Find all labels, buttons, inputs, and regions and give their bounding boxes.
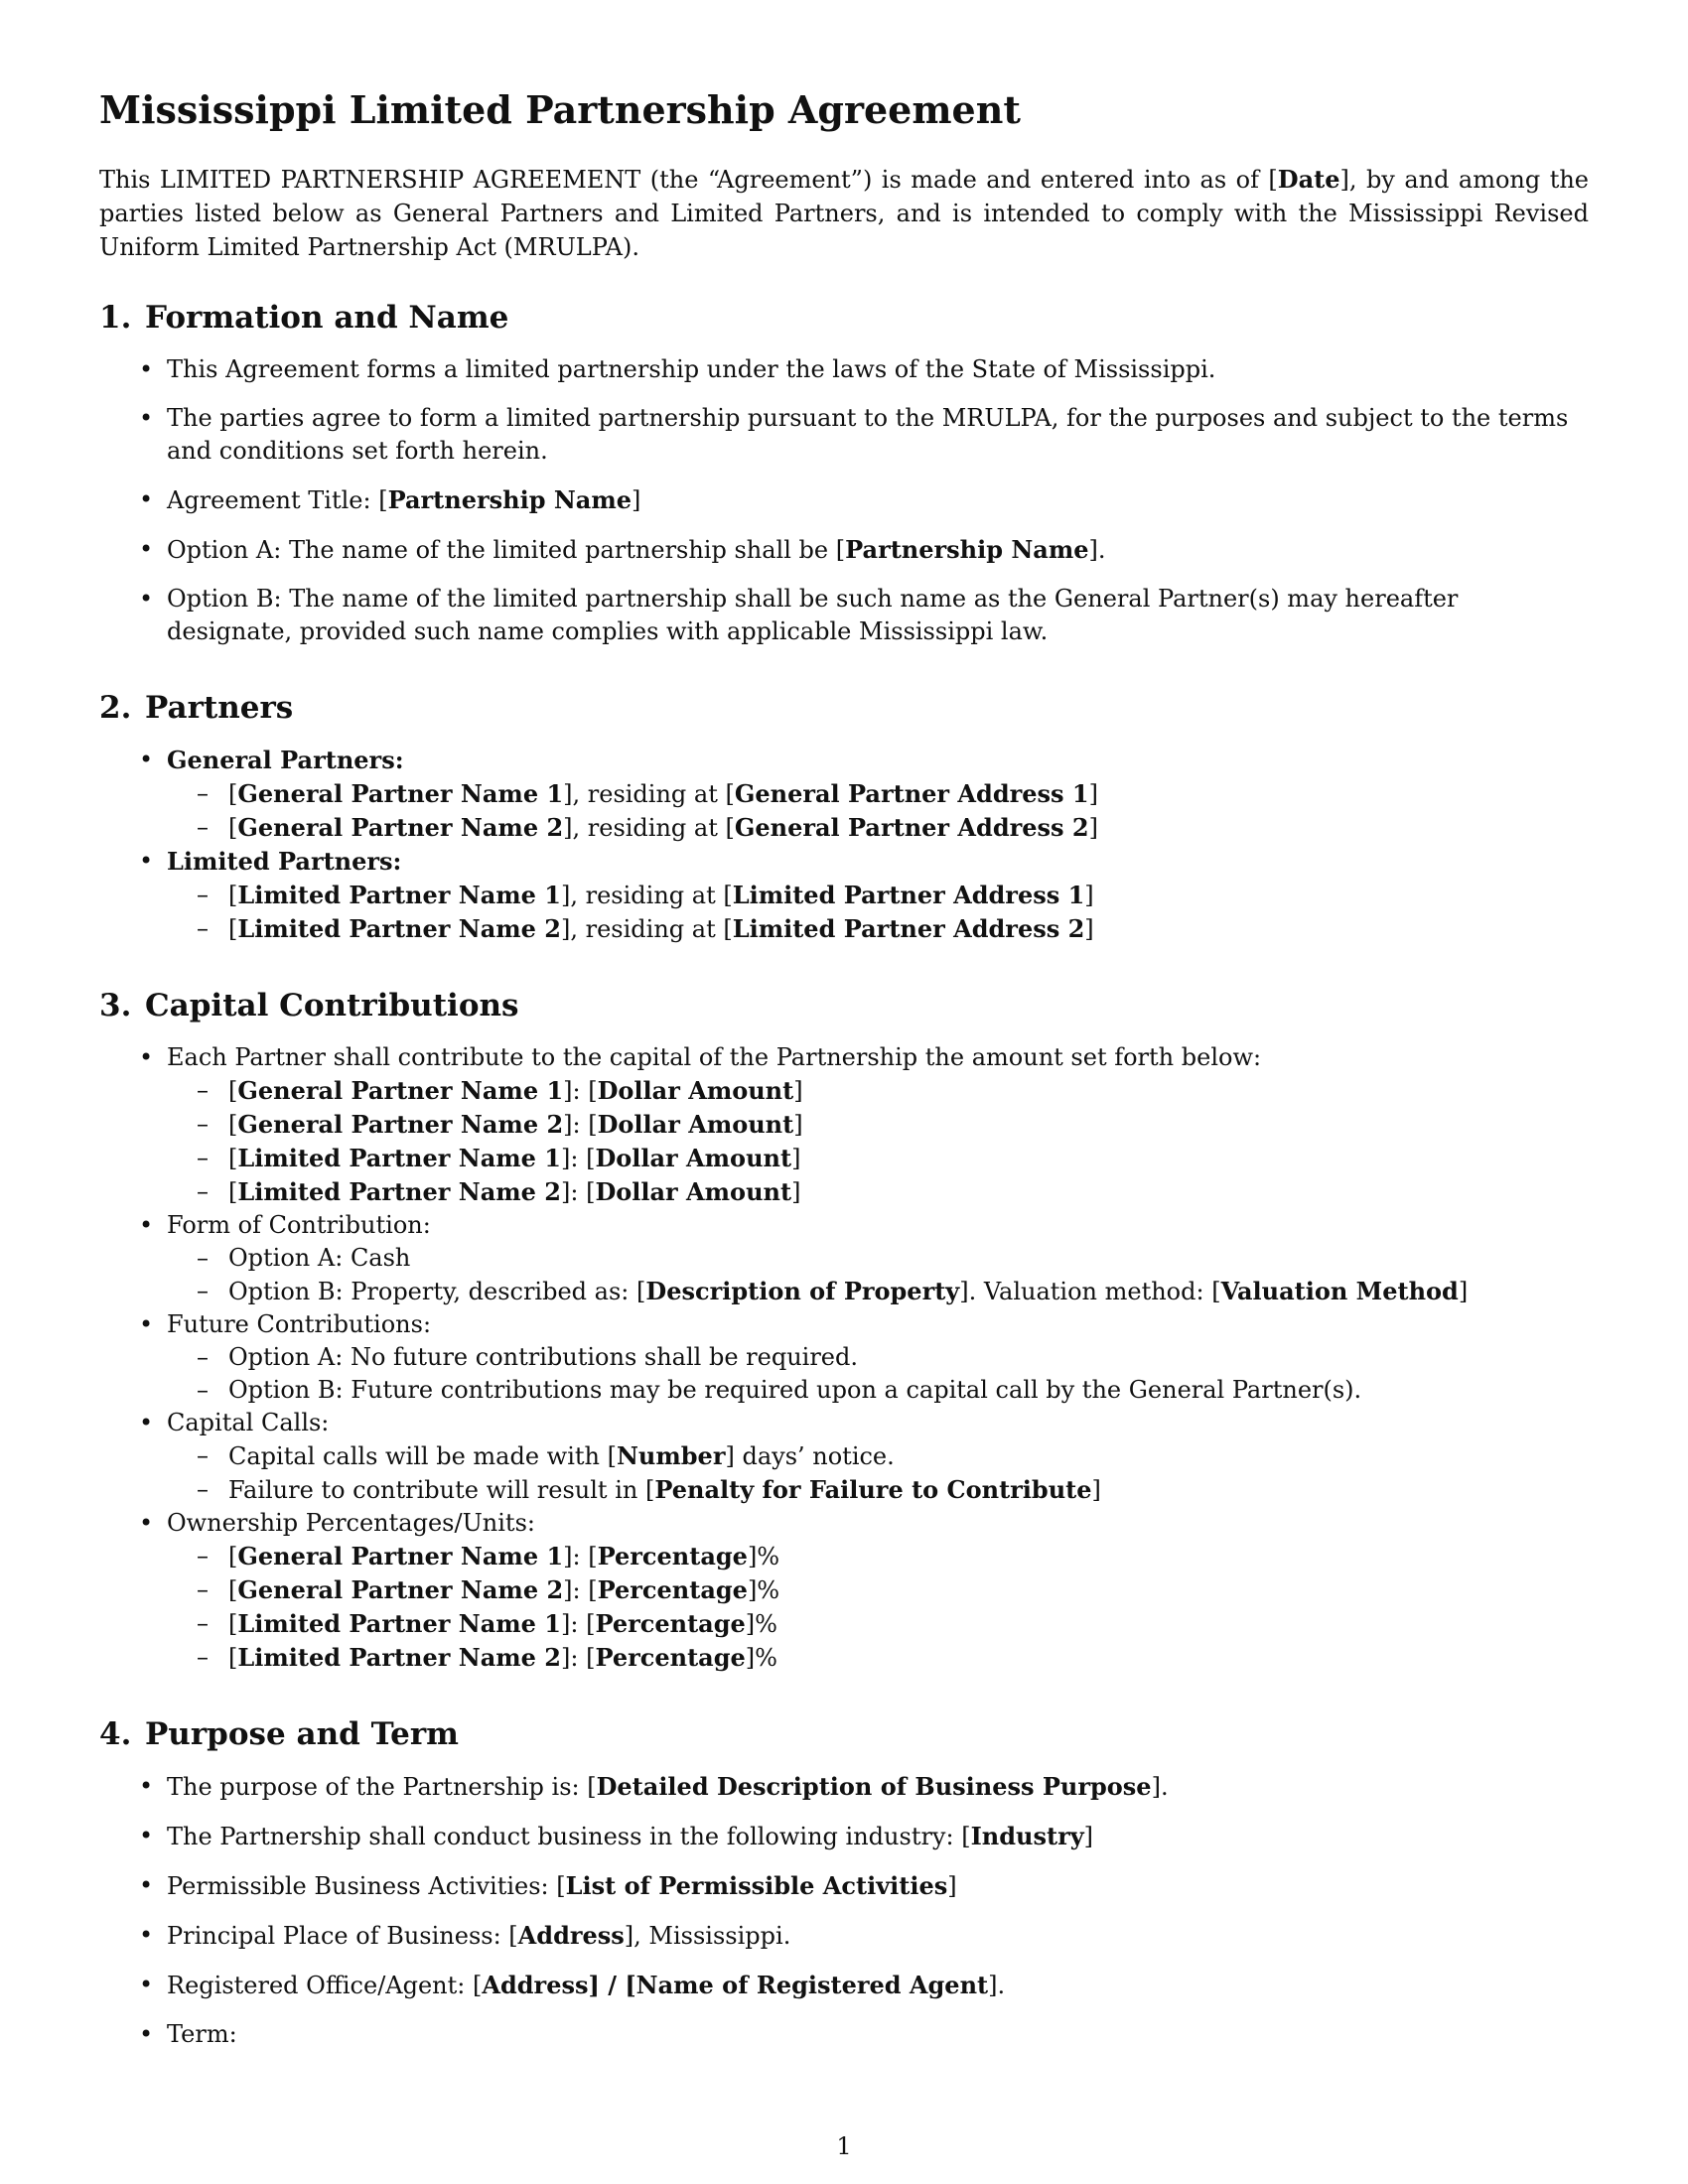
section-title: Partners <box>145 690 294 726</box>
list-item: • The purpose of the Partnership is: [Detailed Description of Business Purpose]. <box>167 1770 1589 1804</box>
list-item <box>167 744 1589 845</box>
sub-list-item: – Option A: No future contributions shall be required. <box>228 1341 1589 1374</box>
sub-list-item: – [Limited Partner Name 1]: [Percentage]% <box>228 1607 1589 1641</box>
section-heading <box>99 986 1589 1025</box>
page-number: 1 <box>836 2132 852 2160</box>
section-title: Formation and Name <box>145 300 509 336</box>
sub-list-item: – [General Partner Name 1]: [Percentage]% <box>228 1540 1589 1573</box>
sub-list-item: – [General Partner Name 1]: [Dollar Amount] <box>228 1074 1589 1108</box>
section-formation <box>99 298 1589 648</box>
list-item: • Principal Place of Business: [Address], Mississippi. <box>167 1919 1589 1953</box>
list-item: • Form of Contribution: – Option A: Cash – Option B: Property, described as: [Description of Property]. Valuation method: [Valuation Method] <box>167 1209 1589 1308</box>
section-number: 2. <box>99 690 132 726</box>
sub-list-item: – [Limited Partner Name 2]: [Percentage]% <box>228 1641 1589 1675</box>
sub-list <box>167 1540 1589 1675</box>
sub-list <box>167 1341 1589 1407</box>
sub-list-item: – Failure to contribute will result in [Penalty for Failure to Contribute] <box>228 1473 1589 1507</box>
list-item <box>167 845 1589 946</box>
partnership-name-placeholder: Partnership Name <box>845 535 1089 564</box>
partnership-name-placeholder: Partnership Name <box>387 485 632 514</box>
date-placeholder: Date <box>1277 165 1340 194</box>
document-page <box>99 87 1589 2091</box>
sub-list <box>167 879 1589 946</box>
sub-list <box>167 777 1589 845</box>
sub-list-item: – [Limited Partner Name 2], residing at [Limited Partner Address 2] <box>228 912 1589 946</box>
list-item: • Term: <box>167 2018 1589 2051</box>
sub-list <box>167 1439 1589 1507</box>
sub-list-item: – [General Partner Name 1], residing at [General Partner Address 1] <box>228 777 1589 811</box>
sub-list-item: – Option B: Future contributions may be required upon a capital call by the General Partner(s). <box>228 1374 1589 1407</box>
list-item: • Future Contributions: – Option A: No future contributions shall be required. – Option B: Future contributions may be required upon a capital call by the General Partner(s). <box>167 1308 1589 1407</box>
list-item: • The parties agree to form a limited partnership pursuant to the MRULPA, for the purposes and subject to the terms and conditions set forth herein. <box>167 402 1589 468</box>
sub-list-item: – [Limited Partner Name 1]: [Dollar Amount] <box>228 1142 1589 1175</box>
section-title: Capital Contributions <box>145 988 519 1024</box>
section-partners <box>99 688 1589 946</box>
sub-list-item: – Option A: Cash <box>228 1242 1589 1275</box>
list-item: • Ownership Percentages/Units: – [General Partner Name 1]: [Percentage]% – [General Partner Name 2]: [Percentage]% – [Limited Partner Name 1]: [Percentage]% – [Limited Partner Name 2]: [Percentage]% <box>167 1507 1589 1675</box>
section-heading <box>99 1714 1589 1754</box>
section-heading <box>99 298 1589 338</box>
list-item: • Permissible Business Activities: [List of Permissible Activities] <box>167 1869 1589 1903</box>
document-title: Mississippi Limited Partnership Agreement <box>99 87 1021 132</box>
section-number: 1. <box>99 300 132 336</box>
section-capital-contributions <box>99 986 1589 1675</box>
list-item: • Option A: The name of the limited partnership shall be [Partnership Name]. <box>167 533 1589 567</box>
general-partners-label: General Partners: <box>167 746 404 774</box>
sub-list-item: – [General Partner Name 2]: [Dollar Amount] <box>228 1108 1589 1142</box>
list-item: • Each Partner shall contribute to the capital of the Partnership the amount set forth below: – [General Partner Name 1]: [Dollar Amount] – [General Partner Name 2]: [Dollar Amount] – [Limited Partner Name 1]: [Dollar Amount] – [Limited Partner Name 2]: [Dollar Amount] <box>167 1041 1589 1209</box>
list-item: • This Agreement forms a limited partnership under the laws of the State of Mississippi. <box>167 353 1589 386</box>
limited-partners-label: Limited Partners: <box>167 847 402 876</box>
list-item: • Option B: The name of the limited partnership shall be such name as the General Partner(s) may hereafter designate, provided such name complies with applicable Mississippi law. <box>167 583 1589 648</box>
sub-list-item: – Option B: Property, described as: [Description of Property]. Valuation method: [Valuation Method] <box>228 1275 1589 1308</box>
section-number: 4. <box>99 1716 132 1752</box>
list-item: • Capital Calls: – Capital calls will be made with [Number] days’ notice. – Failure to contribute will result in [Penalty for Failure to Contribute] <box>167 1407 1589 1507</box>
section-number: 3. <box>99 988 132 1024</box>
intro-paragraph <box>99 163 1589 264</box>
bullet-list <box>99 744 1589 946</box>
sub-list-item: – [General Partner Name 2], residing at [General Partner Address 2] <box>228 811 1589 845</box>
sub-list-item: – [Limited Partner Name 2]: [Dollar Amount] <box>228 1175 1589 1209</box>
intro-text-2: ], by and among the parties listed below as General Partners and Limited Partners, and is intended to comply with the Mississippi Revised Uniform Limited Partnership Act (MRULPA). <box>99 166 1589 261</box>
section-purpose-term <box>99 1714 1589 2051</box>
list-item: • Agreement Title: [Partnership Name] <box>167 483 1589 517</box>
list-item: • Registered Office/Agent: [Address] / [Name of Registered Agent]. <box>167 1969 1589 2002</box>
intro-text-1: This LIMITED PARTNERSHIP AGREEMENT (the “Agreement”) is made and entered into as of [ <box>99 166 1278 194</box>
sub-list-item: – [General Partner Name 2]: [Percentage]% <box>228 1573 1589 1607</box>
list-item: • The Partnership shall conduct business in the following industry: [Industry] <box>167 1820 1589 1853</box>
section-heading <box>99 688 1589 728</box>
sub-list <box>167 1074 1589 1209</box>
bullet-list <box>99 1041 1589 1675</box>
bullet-list <box>99 353 1589 648</box>
sub-list <box>167 1242 1589 1308</box>
bullet-list <box>99 1770 1589 2051</box>
sub-list-item: – [Limited Partner Name 1], residing at [Limited Partner Address 1] <box>228 879 1589 912</box>
section-title: Purpose and Term <box>145 1716 459 1752</box>
sub-list-item: – Capital calls will be made with [Number] days’ notice. <box>228 1439 1589 1473</box>
